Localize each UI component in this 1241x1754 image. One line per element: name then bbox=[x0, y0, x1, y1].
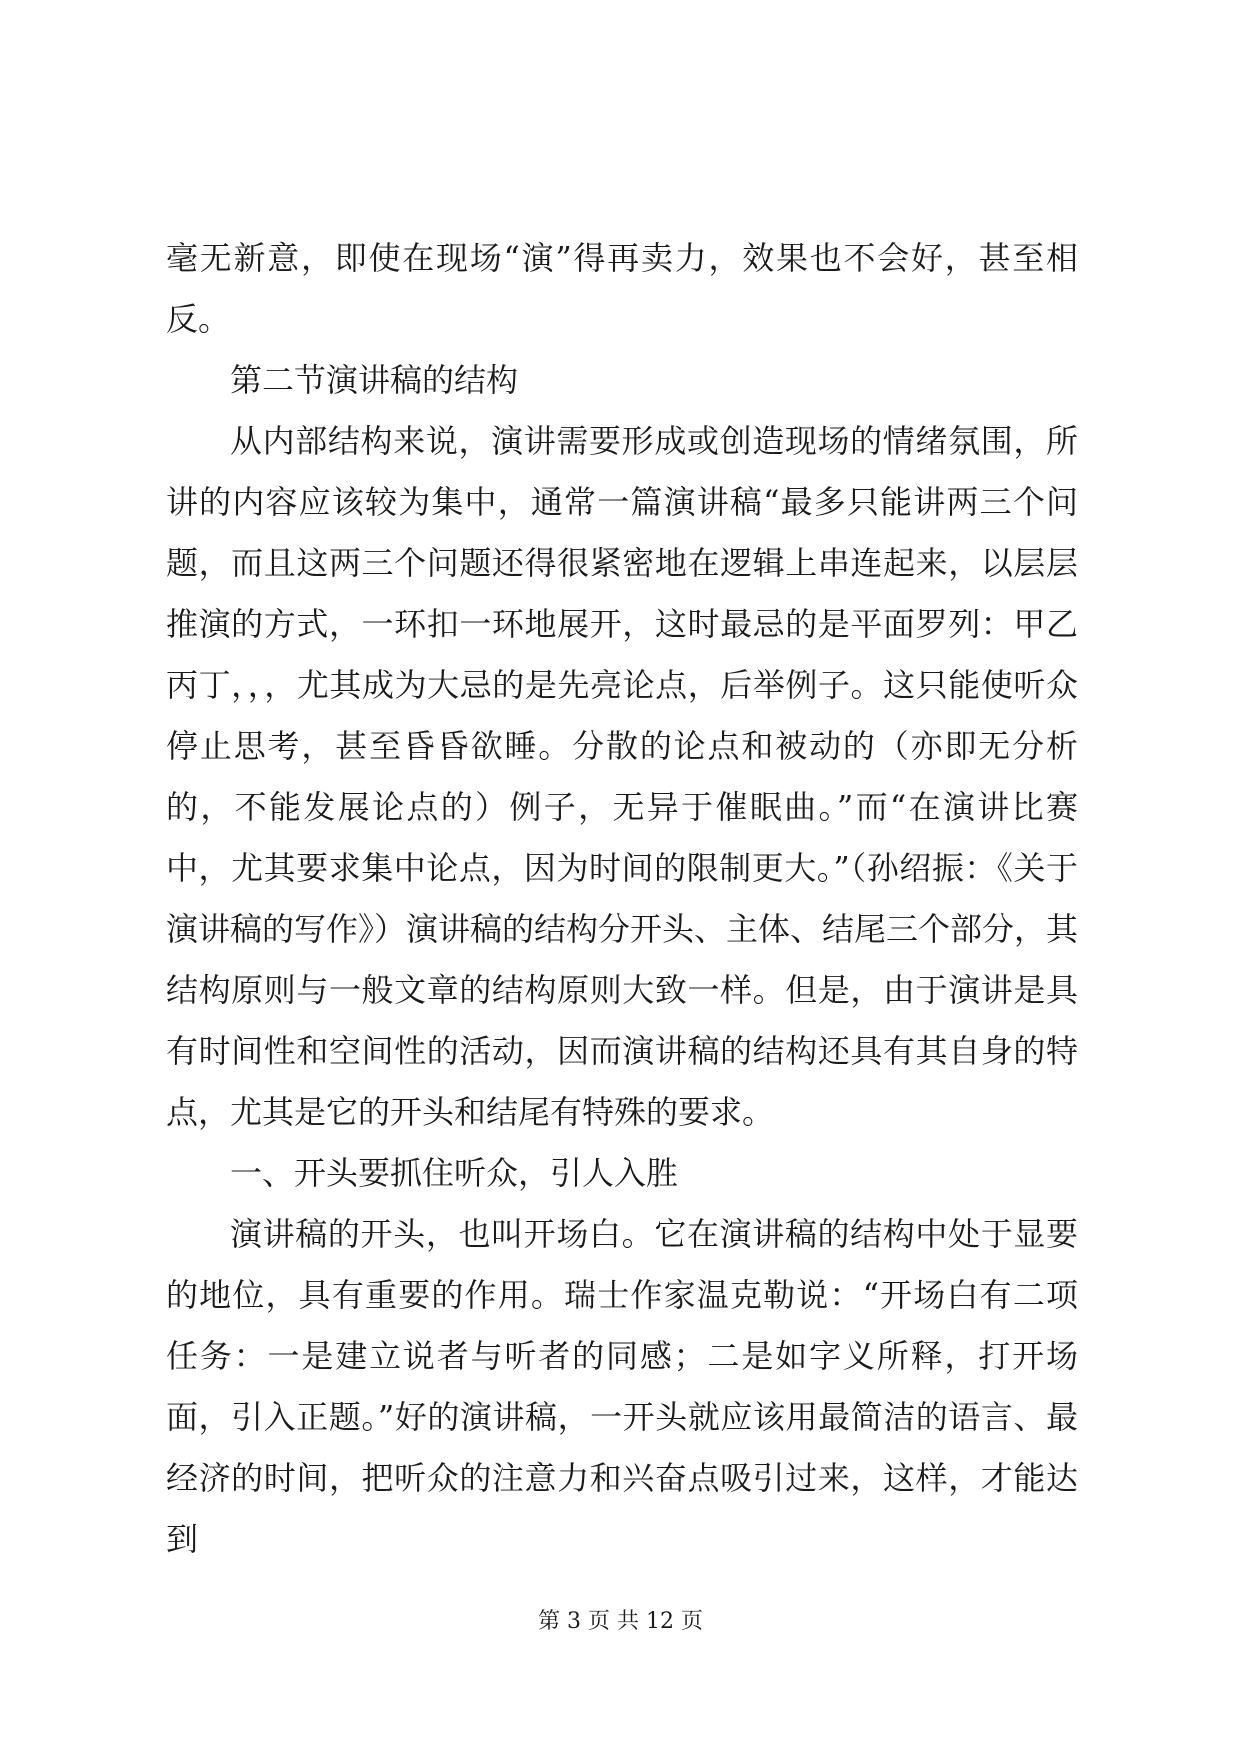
section-heading: 第二节演讲稿的结构 bbox=[230, 361, 519, 399]
paragraph-structure: 从内部结构来说，演讲需要形成或创造现场的情绪氛围，所讲的内容应该较为集中，通常一篇演讲稿“最多只能讲两三个问题，而且这两三个问题还得很紧密地在逻辑上串连起来，以层层推演的方式，一环扣一环地展开，这时最忌的是平面罗列：甲乙丙丁，，，尤其成为大忌的是先亮论点，后举例子。这只能使听众停止思考，甚至昏昏欲睡。分散的论点和被动的（亦即无分析的，不能发展论点的）例子，无异于催眠曲。”而“在演讲比赛中，尤其要求集中论点，因为时间的限制更大。”（孙绍振：《关于演讲稿的写作》）演讲稿的结构分开头、主体、结尾三个部分，其结构原则与一般文章的结构原则大致一样。但是，由于演讲是具有时间性和空间性的活动，因而演讲稿的结构还具有其自身的特点，尤其是它的开头和结尾有特殊的要求。 bbox=[166, 422, 1079, 1131]
paragraph-continuation: 毫无新意，即使在现场“演”得再卖力，效果也不会好，甚至相反。 bbox=[166, 239, 1078, 338]
subsection-heading: 一、开头要抓住听众，引人入胜 bbox=[230, 1154, 679, 1192]
paragraph-opening: 演讲稿的开头，也叫开场白。它在演讲稿的结构中处于显要的地位，具有重要的作用。瑞士作家温克勒说：“开场白有二项任务：一是建立说者与听者的同感；二是如字义所释，打开场面，引入正题。”好的演讲稿，一开头就应该用最简洁的语言、最经济的时间，把听众的注意力和兴奋点吸引过来，这样，才能达到 bbox=[166, 1215, 1078, 1558]
document-body bbox=[166, 228, 1078, 1570]
page-number-footer: 第 3 页 共 12 页 bbox=[538, 1609, 703, 1634]
